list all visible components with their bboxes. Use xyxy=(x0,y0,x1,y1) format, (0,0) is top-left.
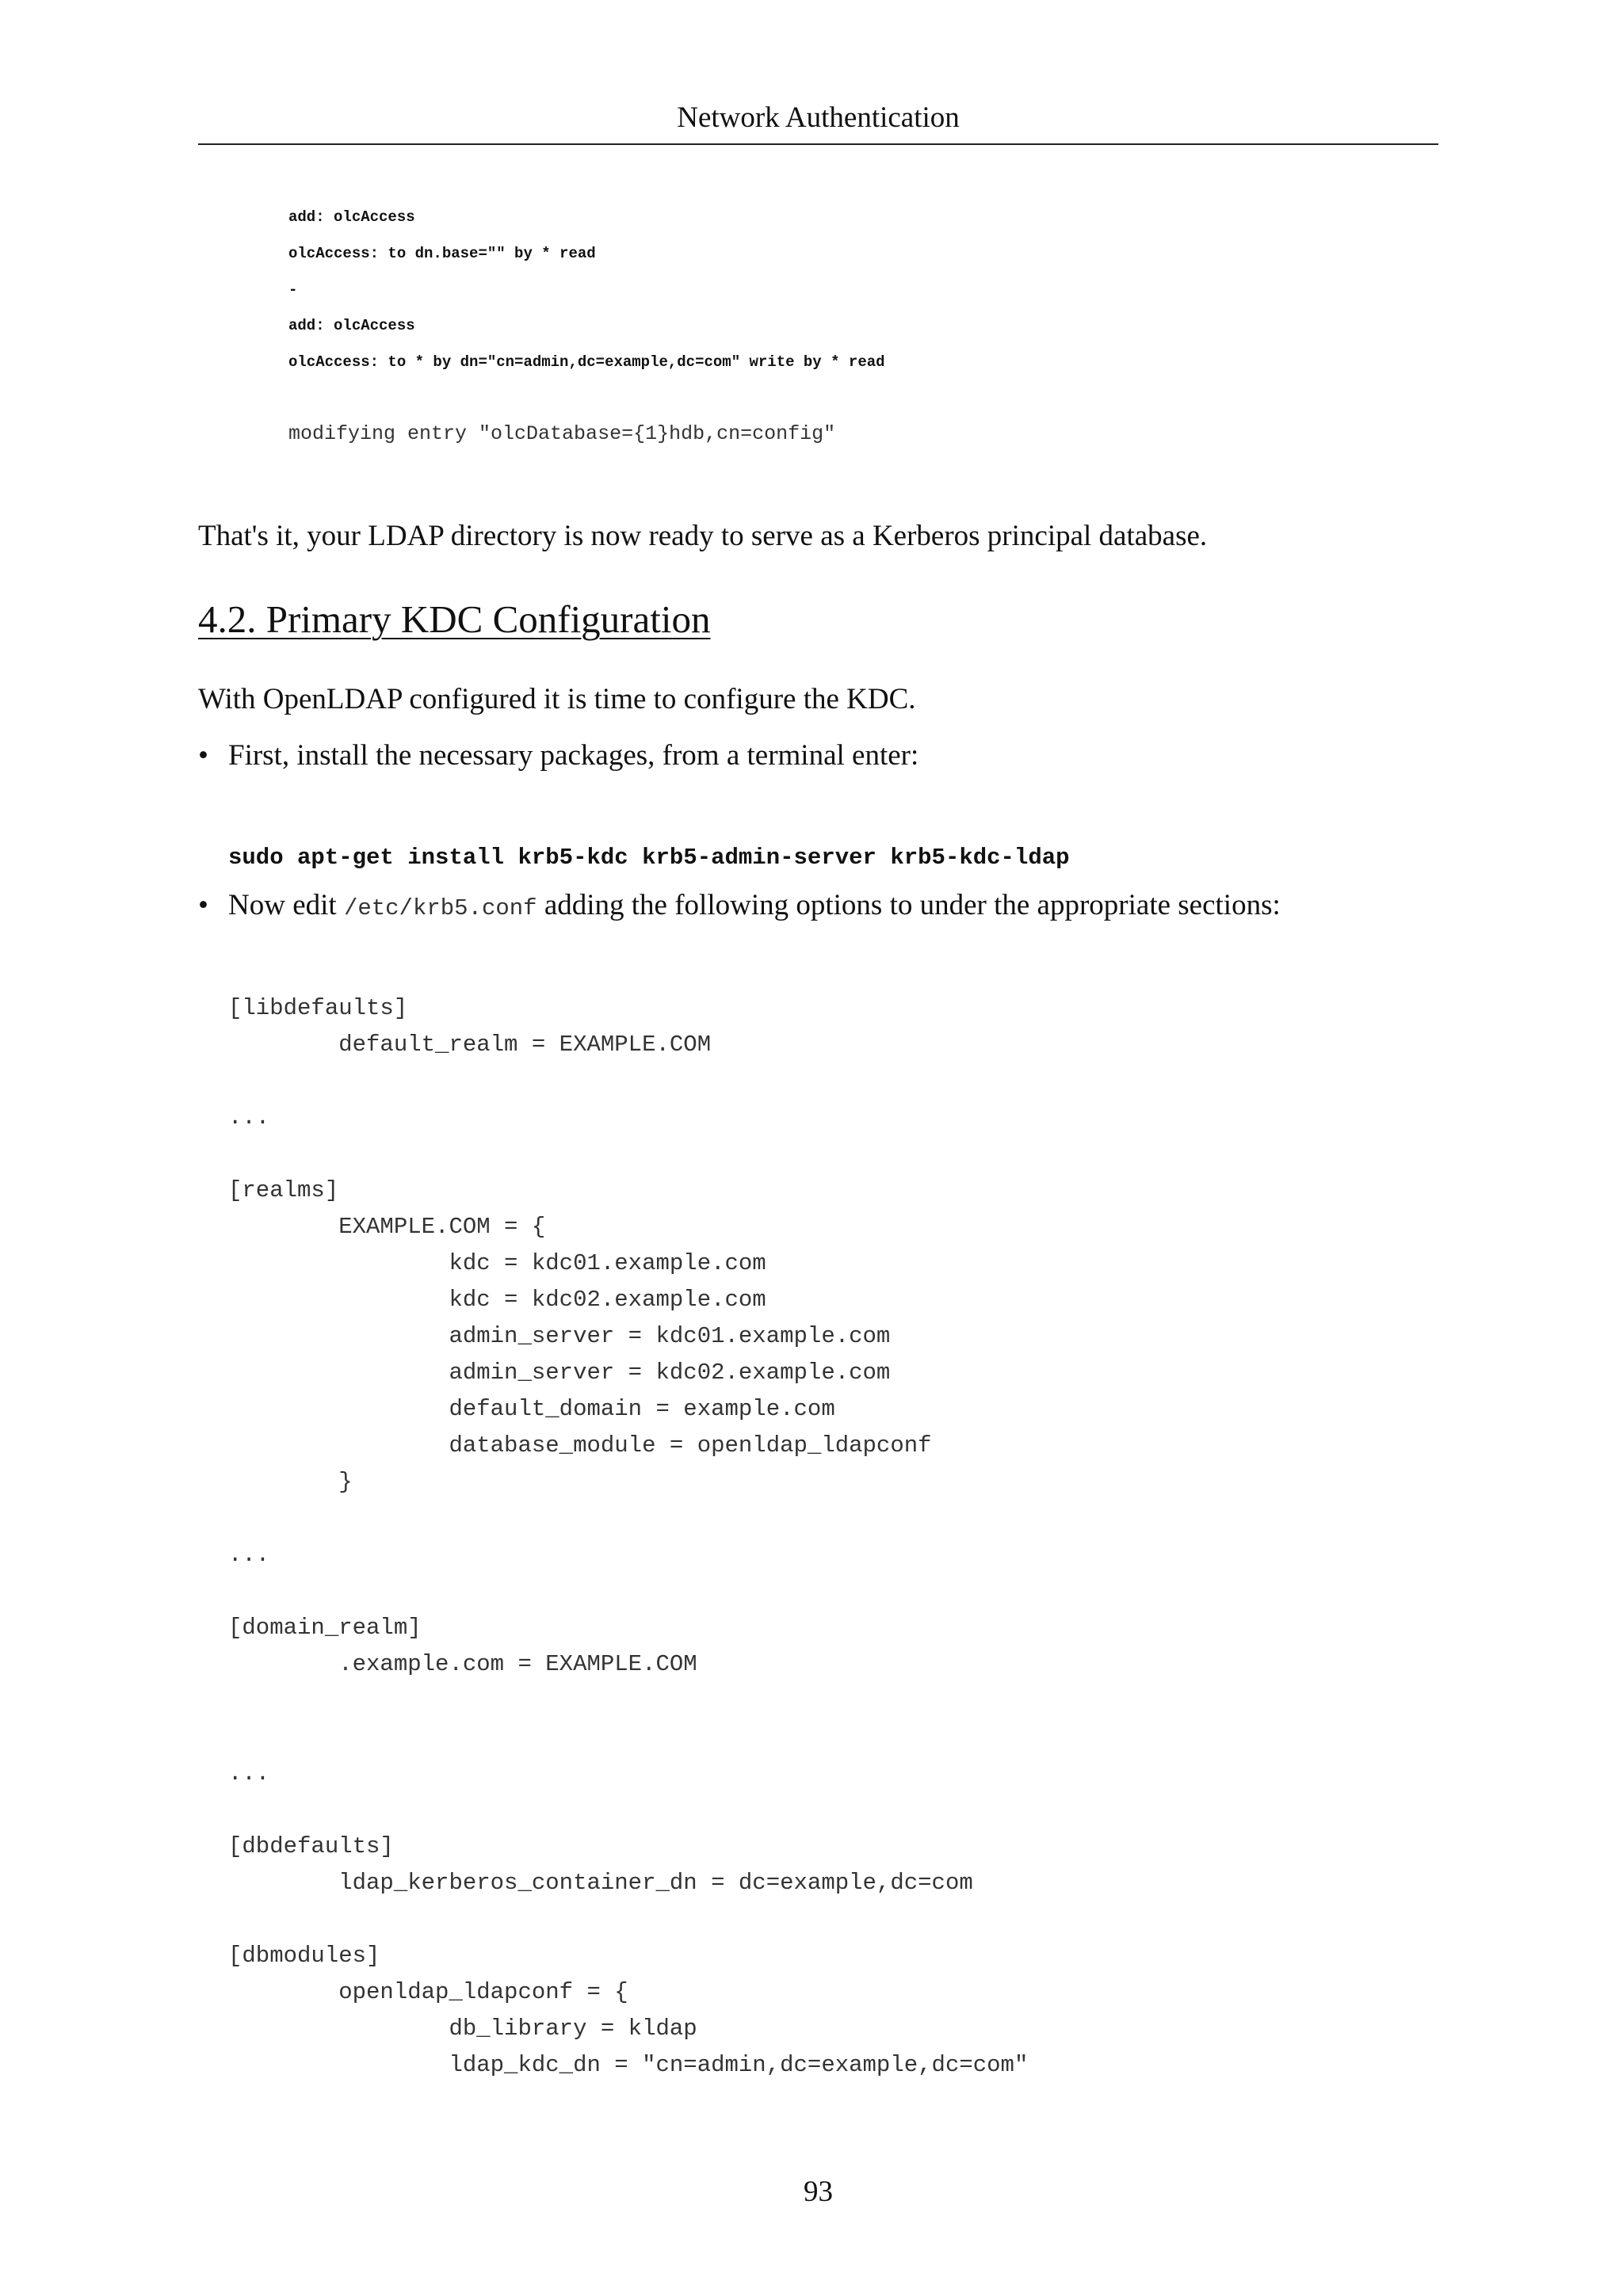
bullet-item-edit-conf xyxy=(198,887,1281,927)
conf-line: ... xyxy=(228,1760,270,1787)
conf-line: kdc = kdc01.example.com xyxy=(228,1250,766,1276)
install-command: sudo apt-get install krb5-kdc krb5-admin-server krb5-kdc-ldap xyxy=(228,845,1070,871)
section-heading: 4.2. Primary KDC Configuration xyxy=(198,597,711,641)
conf-line: kdc = kdc02.example.com xyxy=(228,1287,766,1313)
conf-line: [realms] xyxy=(228,1177,339,1203)
conf-line: [dbmodules] xyxy=(228,1943,380,1969)
bullet-marker: • xyxy=(198,739,208,772)
bullet-item-install xyxy=(198,738,918,774)
conf-line: ... xyxy=(228,1542,270,1568)
running-header: Network Authentication xyxy=(677,101,960,134)
inline-file-path: /etc/krb5.conf xyxy=(343,895,537,921)
conf-line: [domain_realm] xyxy=(228,1615,422,1641)
conf-line: [dbdefaults] xyxy=(228,1833,394,1859)
conf-line: ... xyxy=(228,1104,270,1131)
conf-line: } xyxy=(228,1469,353,1495)
conf-line: ldap_kerberos_container_dn = dc=example,dc=com xyxy=(228,1870,973,1896)
ldif-line: add: olcAccess xyxy=(288,208,415,226)
conf-line: db_library = kldap xyxy=(228,2016,697,2042)
conf-line: .example.com = EXAMPLE.COM xyxy=(228,1651,697,1677)
conf-line: database_module = openldap_ldapconf xyxy=(228,1432,932,1459)
ldif-line: add: olcAccess xyxy=(288,317,415,334)
intro-paragraph: That's it, your LDAP directory is now ready to serve as a Kerberos principal database. xyxy=(198,520,1208,552)
conf-line: admin_server = kdc01.example.com xyxy=(228,1323,891,1349)
ldif-output-line: modifying entry "olcDatabase={1}hdb,cn=config" xyxy=(288,422,836,445)
bullet-text-suffix: adding the following options to under the appropriate sections: xyxy=(537,889,1281,921)
bullet-text: First, install the necessary packages, from a terminal enter: xyxy=(228,739,919,772)
conf-line: EXAMPLE.COM = { xyxy=(228,1214,546,1240)
conf-line: [libdefaults] xyxy=(228,995,408,1021)
conf-line: ldap_kdc_dn = "cn=admin,dc=example,dc=com" xyxy=(228,2052,1029,2078)
section-lead-paragraph: With OpenLDAP configured it is time to configure the KDC. xyxy=(198,683,916,715)
ldif-line: - xyxy=(288,281,298,299)
conf-line: default_realm = EXAMPLE.COM xyxy=(228,1032,712,1058)
bullet-text-prefix: Now edit xyxy=(228,889,344,921)
bullet-marker: • xyxy=(198,889,208,921)
conf-line: admin_server = kdc02.example.com xyxy=(228,1360,891,1386)
conf-line: openldap_ldapconf = { xyxy=(228,1979,628,2005)
page-number: 93 xyxy=(804,2176,833,2208)
header-divider xyxy=(198,143,1438,145)
conf-line: default_domain = example.com xyxy=(228,1396,835,1422)
ldif-line: olcAccess: to * by dn="cn=admin,dc=example,dc=com" write by * read xyxy=(288,353,885,371)
ldif-line: olcAccess: to dn.base="" by * read xyxy=(288,245,596,262)
